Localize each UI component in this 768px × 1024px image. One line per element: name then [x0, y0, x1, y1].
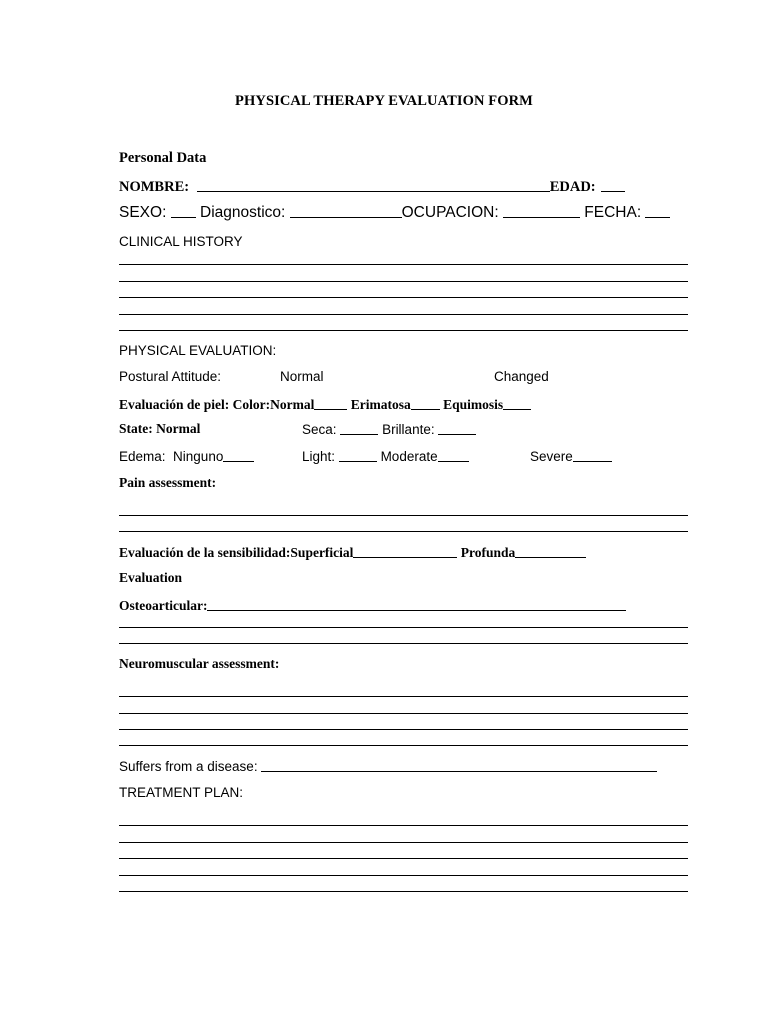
sensibilidad-superficial-field[interactable]	[353, 544, 457, 558]
pain-line[interactable]	[119, 531, 688, 532]
edad-label: EDAD:	[549, 179, 596, 195]
fecha-label: FECHA:	[584, 204, 642, 221]
nombre-label: NOMBRE:	[119, 179, 190, 195]
state-options	[302, 421, 476, 437]
treatment-plan-heading: TREATMENT PLAN:	[119, 785, 244, 800]
disease-row	[119, 758, 657, 774]
piel-equimosis-option: Equimosis	[443, 397, 504, 412]
diagnostico-field[interactable]	[290, 204, 402, 218]
state-brillante-field[interactable]	[438, 421, 476, 435]
postural-changed-option[interactable]: Changed	[494, 369, 549, 384]
physical-evaluation-heading: PHYSICAL EVALUATION:	[119, 343, 277, 358]
diagnostico-label: Diagnostico:	[200, 204, 286, 221]
state-seca-label: Seca:	[302, 422, 337, 437]
state-brillante-label: Brillante:	[382, 422, 435, 437]
state-label: State: Normal	[119, 421, 201, 436]
neuromuscular-line[interactable]	[119, 745, 688, 746]
disease-field[interactable]	[261, 758, 657, 772]
piel-erimatosa-field[interactable]	[411, 396, 440, 410]
clinical-history-line[interactable]	[119, 330, 688, 331]
form-title: PHYSICAL THERAPY EVALUATION FORM	[235, 93, 533, 109]
sensibilidad-row	[119, 544, 586, 561]
postural-normal-option[interactable]: Normal	[280, 369, 324, 384]
piel-label: Evaluación de piel: Color:	[119, 397, 271, 412]
edema-row-mid	[302, 448, 469, 464]
fecha-field[interactable]	[645, 204, 670, 218]
piel-normal-option: Normal	[270, 397, 315, 412]
piel-row	[119, 396, 531, 413]
osteoarticular-label: Osteoarticular:	[119, 598, 208, 613]
edema-moderate-field[interactable]	[438, 448, 469, 462]
clinical-history-line[interactable]	[119, 314, 688, 315]
sensibilidad-superficial-label: Superficial	[290, 545, 354, 560]
edema-label: Edema:	[119, 449, 166, 464]
neuromuscular-line[interactable]	[119, 696, 688, 697]
neuromuscular-line[interactable]	[119, 729, 688, 730]
edema-light-label: Light:	[302, 449, 336, 464]
sensibilidad-profunda-label: Profunda	[460, 545, 516, 560]
edema-severe-field[interactable]	[573, 448, 612, 462]
clinical-history-line[interactable]	[119, 297, 688, 298]
treatment-plan-line[interactable]	[119, 891, 688, 892]
nombre-field[interactable]	[197, 178, 550, 192]
treatment-plan-line[interactable]	[119, 842, 688, 843]
edad-field[interactable]	[601, 178, 625, 192]
pain-heading: Pain assessment:	[119, 475, 217, 490]
sexo-row	[119, 204, 670, 222]
edema-moderate-label: Moderate	[380, 449, 438, 464]
pain-line[interactable]	[119, 515, 688, 516]
edema-row-left	[119, 448, 254, 464]
sensibilidad-profunda-field[interactable]	[515, 544, 586, 558]
disease-label: Suffers from a disease:	[119, 759, 258, 774]
piel-normal-field[interactable]	[314, 396, 347, 410]
neuromuscular-line[interactable]	[119, 713, 688, 714]
osteoarticular-row	[119, 597, 626, 614]
edema-light-field[interactable]	[339, 448, 377, 462]
edema-ninguno-label: Ninguno	[173, 449, 224, 464]
ocupacion-label: OCUPACION:	[401, 204, 499, 221]
postural-label: Postural Attitude:	[119, 369, 222, 384]
edema-ninguno-field[interactable]	[223, 448, 254, 462]
piel-equimosis-field[interactable]	[503, 396, 531, 410]
sexo-field[interactable]	[171, 204, 196, 218]
personal-data-heading: Personal Data	[119, 150, 207, 166]
evaluation-heading: Evaluation	[119, 570, 183, 585]
nombre-row	[119, 178, 625, 196]
osteoarticular-line[interactable]	[119, 643, 688, 644]
treatment-plan-line[interactable]	[119, 858, 688, 859]
clinical-history-line[interactable]	[119, 281, 688, 282]
neuromuscular-heading: Neuromuscular assessment:	[119, 656, 280, 671]
sensibilidad-label: Evaluación de la sensibilidad:	[119, 545, 291, 560]
edema-severe-label: Severe	[530, 449, 573, 464]
state-seca-field[interactable]	[340, 421, 378, 435]
osteoarticular-line[interactable]	[119, 627, 688, 628]
edema-row-right	[530, 448, 612, 464]
clinical-history-line[interactable]	[119, 264, 688, 265]
clinical-history-heading: CLINICAL HISTORY	[119, 234, 243, 249]
treatment-plan-line[interactable]	[119, 875, 688, 876]
piel-erimatosa-option: Erimatosa	[350, 397, 411, 412]
treatment-plan-line[interactable]	[119, 825, 688, 826]
osteoarticular-field[interactable]	[207, 597, 626, 611]
ocupacion-field[interactable]	[503, 204, 580, 218]
sexo-label: SEXO:	[119, 204, 167, 221]
